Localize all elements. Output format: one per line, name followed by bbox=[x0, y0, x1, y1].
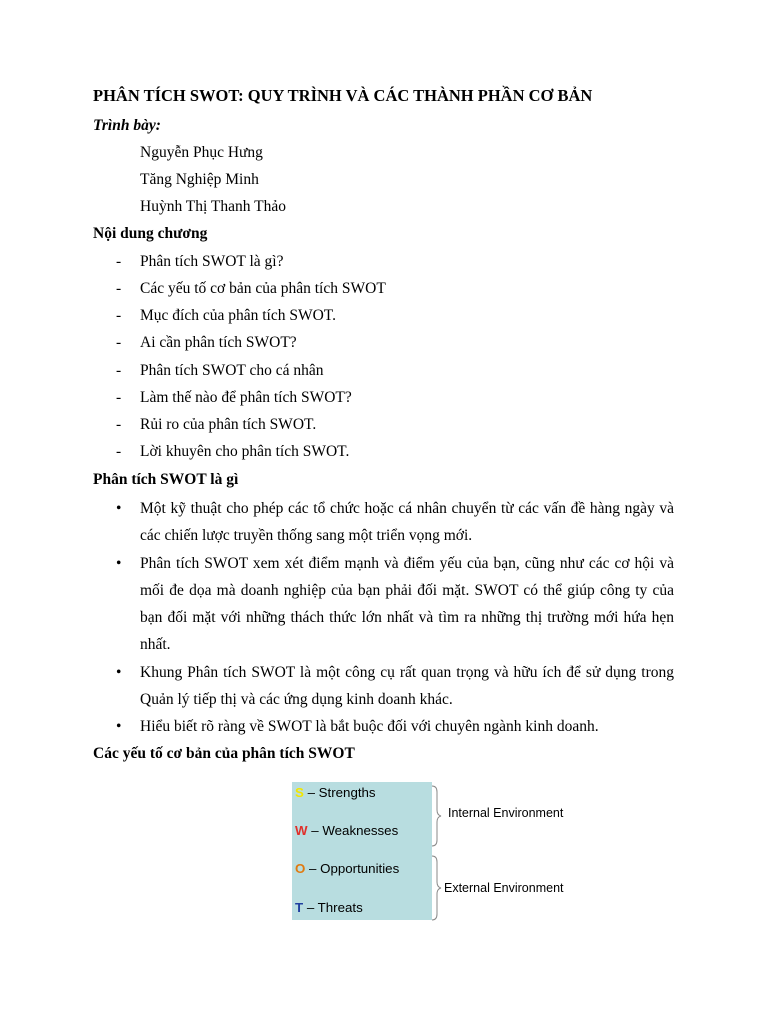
contents-item-text: Các yếu tố cơ bản của phân tích SWOT bbox=[140, 280, 386, 297]
bullet-list bbox=[116, 495, 674, 741]
swot-row-weaknesses bbox=[295, 823, 398, 838]
swot-row-threats bbox=[295, 900, 363, 915]
swot-letter: S bbox=[295, 785, 304, 800]
list-item-text: Phân tích SWOT xem xét điểm mạnh và điểm yếu của bạn, cũng như các cơ hội và mối đe dọa mà doanh nghiệp của bạn phải đối mặt. SWOT có thể giúp công ty của bạn đối mặt với những thách thức lớn nhất và tìm ra những thị trường mới hứa hẹn nhất. bbox=[140, 554, 674, 654]
contents-item-text: Rủi ro của phân tích SWOT. bbox=[140, 416, 317, 433]
dash-marker: - bbox=[116, 334, 122, 351]
contents-item-text: Làm thế nào để phân tích SWOT? bbox=[140, 389, 352, 406]
presenters-label: Trình bày: bbox=[93, 117, 161, 134]
external-environment-label: External Environment bbox=[444, 881, 564, 895]
list-item bbox=[116, 495, 674, 550]
bullet-marker: • bbox=[116, 663, 122, 681]
swot-letter: O bbox=[295, 861, 306, 876]
internal-brace-icon bbox=[432, 786, 441, 846]
contents-heading: Nội dung chương bbox=[93, 225, 208, 242]
list-item bbox=[116, 550, 674, 659]
contents-item bbox=[116, 443, 349, 461]
swot-letter: T bbox=[295, 900, 304, 915]
section-heading: Các yếu tố cơ bản của phân tích SWOT bbox=[93, 745, 355, 762]
list-item-text: Một kỹ thuật cho phép các tổ chức hoặc cá nhân chuyển từ các vấn đề hàng ngày và các chiến lược truyền thống sang một triển vọng mới. bbox=[140, 500, 674, 545]
internal-environment-label: Internal Environment bbox=[448, 806, 564, 820]
author-name: Tăng Nghiệp Minh bbox=[140, 171, 259, 188]
contents-item-text: Mục đích của phân tích SWOT. bbox=[140, 307, 336, 324]
contents-item-text: Ai cần phân tích SWOT? bbox=[140, 334, 297, 351]
dash-marker: - bbox=[116, 389, 122, 406]
list-item bbox=[116, 659, 674, 714]
brace-icons bbox=[430, 784, 444, 922]
author-name: Huỳnh Thị Thanh Thảo bbox=[140, 198, 286, 215]
list-item-text: Khung Phân tích SWOT là một công cụ rất quan trọng và hữu ích để sử dụng trong Quản lý tiếp thị và các ứng dụng kinh doanh khác. bbox=[140, 663, 674, 709]
page-title: PHÂN TÍCH SWOT: QUY TRÌNH VÀ CÁC THÀNH PHẦN CƠ BẢN bbox=[93, 86, 593, 105]
dash-marker: - bbox=[116, 416, 122, 433]
swot-label: – Weaknesses bbox=[307, 823, 399, 838]
dash-marker: - bbox=[116, 443, 122, 460]
contents-item bbox=[116, 362, 324, 380]
swot-label: – Threats bbox=[303, 900, 363, 915]
contents-item-text: Phân tích SWOT cho cá nhân bbox=[140, 362, 324, 379]
bullet-marker: • bbox=[116, 500, 122, 517]
dash-marker: - bbox=[116, 307, 122, 324]
author-name: Nguyễn Phục Hưng bbox=[140, 144, 263, 161]
list-item bbox=[116, 713, 674, 740]
contents-item bbox=[116, 389, 352, 407]
bullet-marker: • bbox=[116, 718, 122, 736]
swot-letter: W bbox=[295, 823, 308, 838]
bullet-marker: • bbox=[116, 554, 122, 572]
contents-item bbox=[116, 280, 386, 298]
dash-marker: - bbox=[116, 253, 122, 270]
contents-item bbox=[116, 416, 316, 434]
external-brace-icon bbox=[432, 856, 441, 920]
swot-label: – Strengths bbox=[303, 785, 376, 800]
dash-marker: - bbox=[116, 362, 122, 379]
contents-item bbox=[116, 253, 284, 271]
dash-marker: - bbox=[116, 280, 122, 297]
swot-row-opportunities bbox=[295, 861, 399, 876]
contents-item-text: Phân tích SWOT là gì? bbox=[140, 253, 284, 270]
swot-diagram-box bbox=[292, 782, 432, 920]
contents-item bbox=[116, 334, 297, 352]
section-heading: Phân tích SWOT là gì bbox=[93, 471, 239, 488]
list-item-text: Hiểu biết rõ ràng về SWOT là bắt buộc đối với chuyên ngành kinh doanh. bbox=[140, 718, 599, 736]
contents-item bbox=[116, 307, 336, 325]
contents-item-text: Lời khuyên cho phân tích SWOT. bbox=[140, 443, 350, 460]
swot-row-strengths bbox=[295, 785, 376, 800]
swot-label: – Opportunities bbox=[305, 861, 400, 876]
